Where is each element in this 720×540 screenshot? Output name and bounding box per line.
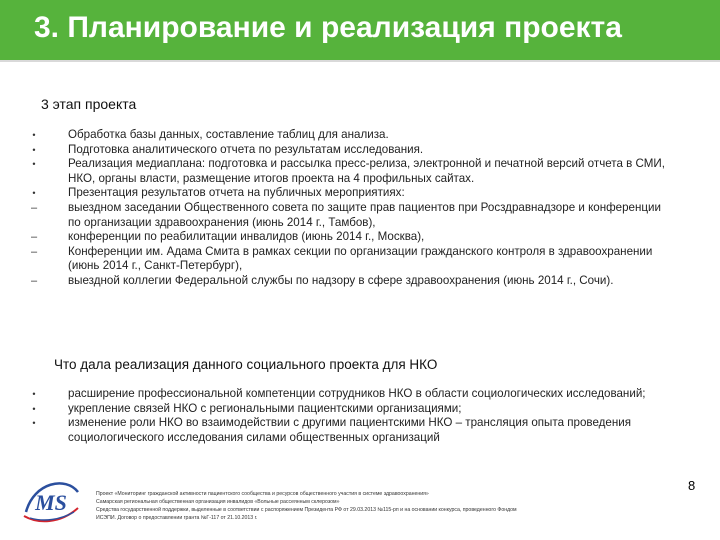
dash-marker: –	[30, 231, 38, 244]
bullet-marker: •	[32, 159, 36, 170]
list-item	[28, 201, 668, 230]
slide-title: 3. Планирование и реализация проекта	[34, 11, 622, 44]
outcome-heading: Что дала реализация данного социального проекта для НКО	[54, 357, 438, 372]
outcome-list	[28, 387, 668, 445]
title-divider	[0, 60, 720, 62]
list-item	[28, 230, 668, 245]
bullet-marker: •	[32, 130, 36, 140]
ms-logo-icon	[20, 472, 82, 530]
footer-text	[96, 490, 636, 522]
list-item	[28, 387, 668, 402]
list-item	[28, 157, 668, 186]
dash-marker: –	[30, 274, 38, 287]
dash-marker: –	[30, 201, 38, 214]
bullet-marker: •	[32, 418, 36, 429]
stage-list	[28, 128, 668, 289]
list-item-text: Конференции им. Адама Смита в рамках секции по организации гражданского контроля в здравоохранении (июнь 2014 г., Санкт-Петербург),	[68, 244, 653, 273]
list-item-text: конференции по реабилитации инвалидов (июнь 2014 г., Москва),	[68, 230, 425, 244]
list-item-text: расширение профессиональной компетенции сотрудников НКО в области социологических исследований;	[68, 387, 646, 400]
footer-line-2: Самарская региональная общественная организация инвалидов «Вольные рассеянным склерозом»	[96, 499, 340, 505]
bullet-marker: •	[32, 188, 36, 199]
bullet-marker: •	[32, 144, 36, 155]
list-item	[28, 402, 668, 417]
footer-line-1: Проект «Мониторинг гражданской активности пациентского сообщества и ресурсов общественного участия в системе здравоохранения»	[96, 491, 429, 497]
list-item	[28, 245, 668, 274]
list-item	[28, 186, 668, 201]
footer-line-4: ИСЭПИ. Договор о предоставлении гранта №Г-117 от 21.10.2013 г.	[96, 515, 258, 521]
list-item-text: укрепление связей НКО с региональными пациентскими организациями;	[68, 401, 462, 415]
list-item	[28, 416, 668, 445]
list-item-text: Обработка базы данных, составление таблиц для анализа.	[68, 128, 389, 141]
dash-marker: –	[30, 245, 38, 258]
list-item	[28, 143, 668, 158]
list-item	[28, 274, 668, 289]
bullet-marker: •	[32, 403, 36, 414]
page-number: 8	[688, 478, 696, 493]
list-item-text: Презентация результатов отчета на публичных мероприятиях:	[68, 186, 405, 200]
list-item-text: выездном заседании Общественного совета по защите прав пациентов при Росздравнадзоре и конференции по организации здравоохранения (июнь 2014 г., Тамбов),	[68, 200, 662, 229]
stage-heading: 3 этап проекта	[41, 96, 137, 112]
list-item	[28, 128, 668, 143]
bullet-marker: •	[32, 389, 36, 399]
list-item-text: Подготовка аналитического отчета по результатам исследования.	[68, 142, 424, 156]
logo-text: MS	[35, 490, 67, 515]
title-bar	[0, 0, 720, 60]
list-item-text: Реализация медиаплана: подготовка и рассылка пресс-релиза, электронной и печатной версий отчета в СМИ, НКО, органы власти, размещение итогов проекта на 4 профильных сайтах.	[68, 157, 665, 185]
list-item-text: выездной коллегии Федеральной службы по надзору в сфере здравоохранения (июнь 2014 г., Сочи).	[68, 273, 614, 287]
footer-line-3: Средства государственной поддержки, выделенные в соответствии с распоряжением Президента РФ от 29.03.2013 №115-рп и на основании конкурса, проведенного Фондом	[96, 507, 517, 513]
list-item-text: изменение роли НКО во взаимодействии с другими пациентскими НКО – трансляция опыта проведения социологического исследования силами общественных организаций	[68, 416, 632, 444]
